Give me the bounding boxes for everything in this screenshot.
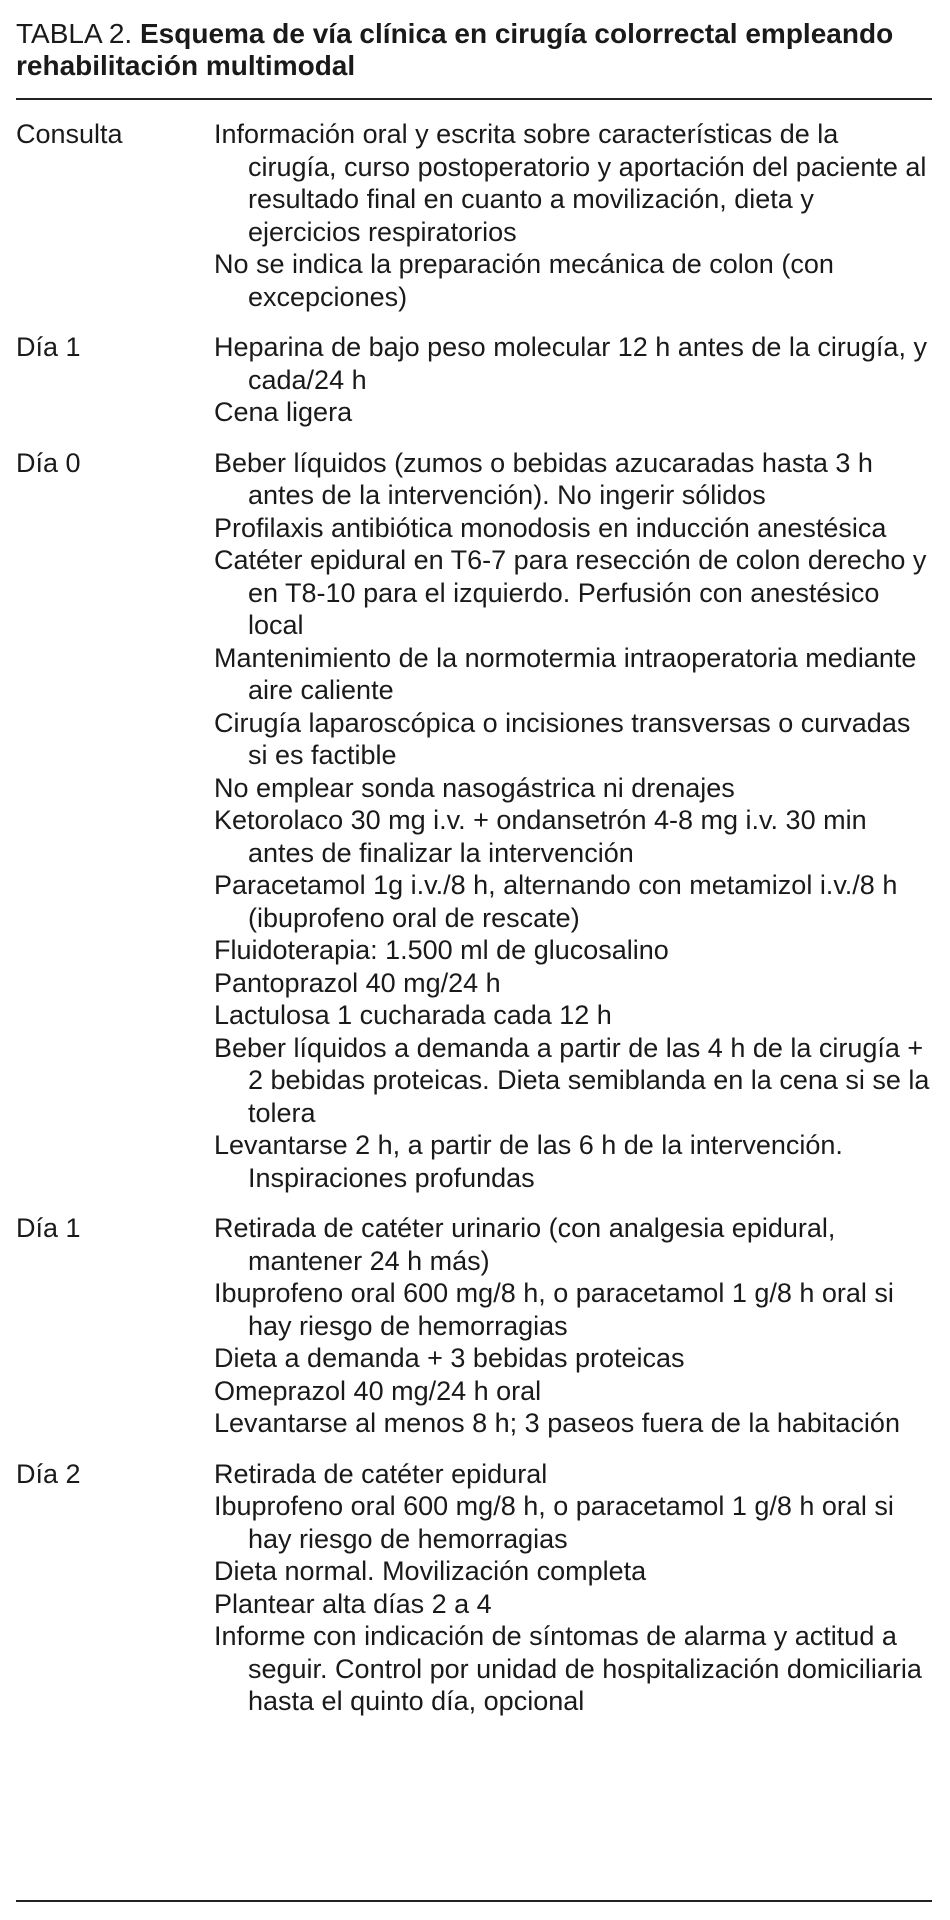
list-item: Plantear alta días 2 a 4 [214, 1588, 492, 1619]
list-item: Fluidoterapia: 1.500 ml de glucosalino [214, 935, 669, 965]
list-item: Retirada de catéter epidural [214, 1458, 548, 1489]
row-label: Consulta [16, 119, 123, 149]
list-item: Beber líquidos (zumos o bebidas azucaradas hasta 3 h antes de la intervención). No ingerir sólidos [214, 447, 873, 510]
list-item: Levantarse al menos 8 h; 3 paseos fuera de la habitación [214, 1408, 900, 1438]
row-items [214, 331, 932, 429]
row-items [214, 447, 932, 1195]
row-label: Día 1 [16, 1213, 81, 1243]
list-item: Levantarse 2 h, a partir de las 6 h de la intervención. Inspiraciones profundas [214, 1130, 843, 1193]
list-item: Beber líquidos a demanda a partir de las 4 h de la cirugía + 2 bebidas proteicas. Dieta semiblanda en la cena si se la tolera [214, 1032, 930, 1128]
list-item: Dieta a demanda + 3 bebidas proteicas [214, 1343, 685, 1373]
list-item: Dieta normal. Movilización completa [214, 1556, 647, 1586]
bottom-rule [16, 1900, 932, 1902]
list-item: No se indica la preparación mecánica de colon (con excepciones) [214, 249, 834, 312]
table-row-dia-1 [16, 1212, 932, 1440]
list-item: Paracetamol 1g i.v./8 h, alternando con metamizol i.v./8 h (ibuprofeno oral de rescate) [214, 870, 898, 933]
row-label: Día 0 [16, 447, 81, 478]
top-rule [16, 98, 932, 100]
list-item: Retirada de catéter urinario (con analgesia epidural, mantener 24 h más) [214, 1213, 836, 1276]
row-label: Día 1 [16, 332, 81, 362]
row-items [214, 1212, 932, 1440]
table-row-dia-2 [16, 1458, 932, 1718]
table-number: TABLA 2. [16, 18, 140, 49]
list-item: Ibuprofeno oral 600 mg/8 h, o paracetamol 1 g/8 h oral si hay riesgo de hemorragias [214, 1491, 894, 1554]
table-row-dia-menos-1 [16, 331, 932, 429]
list-item: Ibuprofeno oral 600 mg/8 h, o paracetamol 1 g/8 h oral si hay riesgo de hemorragias [214, 1278, 894, 1341]
list-item: Información oral y escrita sobre características de la cirugía, curso postoperatorio y aportación del paciente al resultado final en cuanto a movilización, dieta y ejercicios respiratorios [214, 119, 927, 247]
list-item: Cirugía laparoscópica o incisiones transversas o curvadas si es factible [214, 707, 911, 770]
list-item: Omeprazol 40 mg/24 h oral [214, 1375, 542, 1406]
list-item: Heparina de bajo peso molecular 12 h antes de la cirugía, y cada/24 h [214, 332, 927, 395]
list-item: Profilaxis antibiótica monodosis en inducción anestésica [214, 512, 887, 543]
table-title: Esquema de vía clínica en cirugía colorrectal empleando rehabilitación multimodal [16, 18, 894, 81]
list-item: Mantenimiento de la normotermia intraoperatoria mediante aire caliente [214, 642, 917, 705]
table-row-dia-0 [16, 447, 932, 1195]
list-item: Lactulosa 1 cucharada cada 12 h [214, 1000, 612, 1030]
list-item: Catéter epidural en T6-7 para resección de colon derecho y en T8-10 para el izquierdo. Perfusión con anestésico local [214, 545, 927, 640]
row-label: Día 2 [16, 1458, 81, 1489]
row-items [214, 1458, 932, 1718]
list-item: Informe con indicación de síntomas de alarma y actitud a seguir. Control por unidad de hospitalización domiciliaria hasta el quinto día, opcional [214, 1621, 922, 1716]
list-item: No emplear sonda nasogástrica ni drenajes [214, 772, 735, 803]
row-items [214, 118, 932, 313]
clinical-pathway-table [16, 118, 932, 1718]
list-item: Cena ligera [214, 397, 353, 427]
list-item: Ketorolaco 30 mg i.v. + ondansetrón 4-8 mg i.v. 30 min antes de finalizar la intervención [214, 805, 867, 868]
table-caption [16, 18, 950, 82]
list-item: Pantoprazol 40 mg/24 h [214, 967, 501, 998]
table-row-consulta [16, 118, 932, 313]
